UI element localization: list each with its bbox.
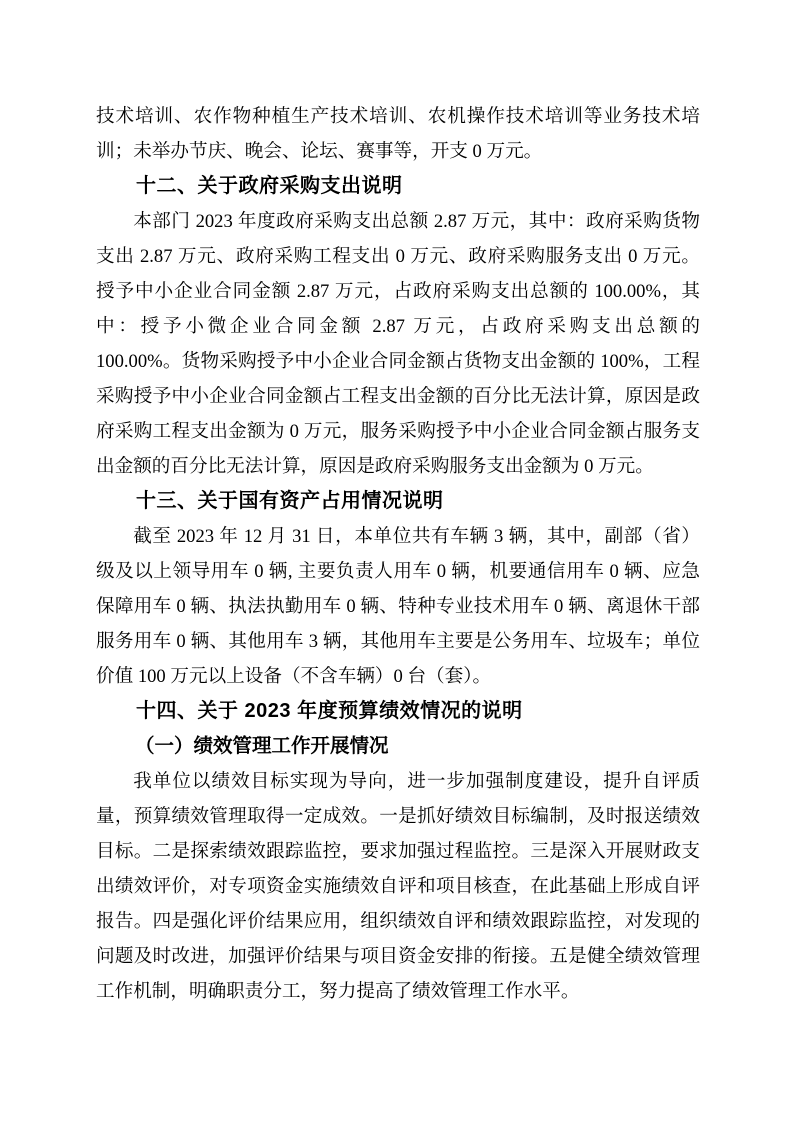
paragraph-line: 价值 100 万元以上设备（不含车辆）0 台（套）。 [96,666,492,687]
paragraph-line: 授予中小企业合同金额 2.87 万元，占政府采购支出总额的 100.00%，其 [96,281,700,302]
paragraph-line: 100.00%。货物采购授予中小企业合同金额占货物支出金额的 100%，工程 [96,351,700,372]
paragraph-line: 保障用车 0 辆、执法执勤用车 0 辆、特种专业技术用车 0 辆、离退休干部 [96,596,700,617]
paragraph [96,99,700,169]
paragraph [96,204,700,484]
paragraph-line: 问题及时改进，加强评价结果与项目资金安排的衔接。五是健全绩效管理 [96,946,700,967]
document-content [96,99,700,1009]
paragraph-line: 技术培训、农作物种植生产技术培训、农机操作技术培训等业务技术培 [96,106,700,127]
section-heading: 十三、关于国有资产占用情况说明 [136,490,444,512]
paragraph-line: 工作机制，明确职责分工，努力提高了绩效管理工作水平。 [96,981,580,1002]
paragraph-line: 支出 2.87 万元、政府采购工程支出 0 万元、政府采购服务支出 0 万元。 [96,246,700,267]
section-heading: 十四、关于 2023 年度预算绩效情况的说明 [136,700,523,722]
subsection-heading: （一）绩效管理工作开展情况 [135,735,389,757]
paragraph-line: 训；未举办节庆、晚会、论坛、赛事等，开支 0 万元。 [96,141,543,162]
paragraph-line: 中：授予小微企业合同金额 2.87 万元，占政府采购支出总额的 [96,316,700,337]
paragraph-line: 采购授予中小企业合同金额占工程支出金额的百分比无法计算，原因是政 [96,386,700,407]
paragraph-line: 报告。四是强化评价结果应用，组织绩效自评和绩效跟踪监控，对发现的 [96,911,700,932]
paragraph-line: 府采购工程支出金额为 0 万元，服务采购授予中小企业合同金额占服务支 [96,421,700,442]
paragraph-line: 出绩效评价，对专项资金实施绩效自评和项目核查，在此基础上形成自评 [96,876,700,897]
paragraph-line: 级及以上领导用车 0 辆, 主要负责人用车 0 辆，机要通信用车 0 辆、应急 [96,561,700,582]
paragraph [96,764,700,1009]
paragraph-line: 量，预算绩效管理取得一定成效。一是抓好绩效目标编制，及时报送绩效 [96,806,700,827]
paragraph-line: 我单位以绩效目标实现为导向，进一步加强制度建设，提升自评质 [133,771,700,792]
section-heading: 十二、关于政府采购支出说明 [136,175,403,197]
paragraph-line: 截至 2023 年 12 月 31 日，本单位共有车辆 3 辆，其中，副部（省） [133,526,700,547]
paragraph-line: 服务用车 0 辆、其他用车 3 辆，其他用车主要是公务用车、垃圾车；单位 [96,631,700,652]
paragraph-line: 本部门 2023 年度政府采购支出总额 2.87 万元，其中：政府采购货物 [133,211,700,232]
paragraph-line: 出金额的百分比无法计算，原因是政府采购服务支出金额为 0 万元。 [96,456,654,477]
paragraph [96,519,700,694]
paragraph-line: 目标。二是探索绩效跟踪监控，要求加强过程监控。三是深入开展财政支 [96,841,700,862]
